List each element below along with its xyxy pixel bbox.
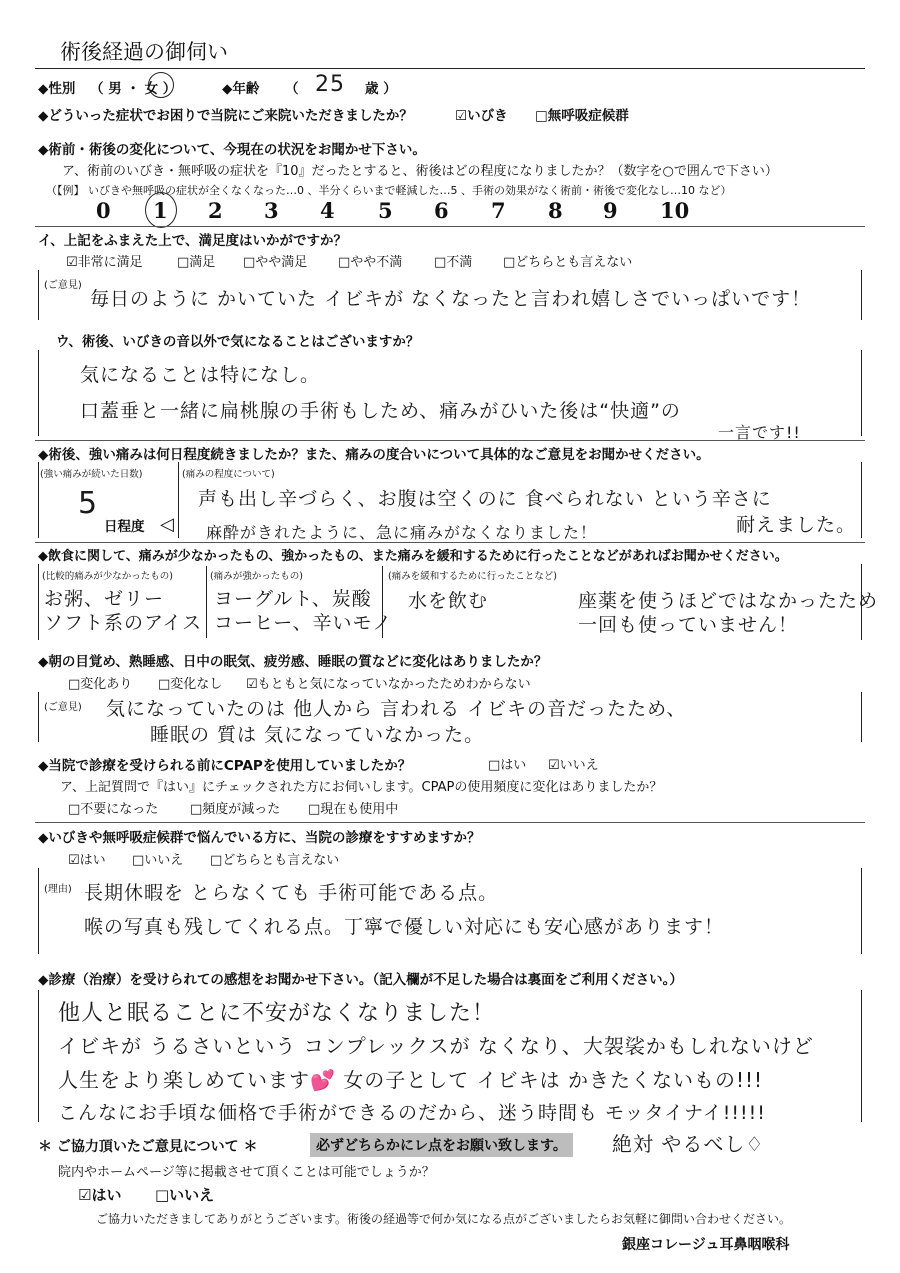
food-less-1[interactable]: お粥、ゼリー [44, 588, 165, 610]
other-line-1[interactable]: 気になることは特になし。 [80, 364, 321, 386]
divider [35, 440, 865, 441]
impression-line-4[interactable]: こんなにお手頃な価格で手術ができるのだから、迷う時間も モッタイナイ!!!!! [58, 1102, 766, 1124]
pain-line-2[interactable]: 麻酔がきれたように、急に痛みがなくなりました！ [206, 523, 598, 542]
scale-3[interactable]: 3 [264, 198, 279, 223]
age-value[interactable]: 25 [315, 72, 345, 97]
cpap-option-1[interactable]: □頻度が減った [190, 802, 281, 817]
divider [35, 226, 865, 227]
food-strong-2[interactable]: コーヒー、辛いモノ [214, 612, 393, 634]
female-circle [148, 72, 174, 98]
food-strong-1[interactable]: ヨーグルト、炭酸 [214, 588, 372, 610]
food-less-label: (比較的痛みが少なかったもの) [42, 571, 173, 582]
scale-9[interactable]: 9 [603, 198, 618, 223]
impression-question: ◆診療（治療）を受けられての感想をお聞かせ下さい。（記入欄が不足した場合は裏面をご利用ください。） [38, 972, 683, 988]
sleep-opinion-label: (ご意見) [44, 702, 82, 713]
pain-degree-label: (痛みの程度について) [182, 469, 275, 480]
age-unit: 歳 ） [365, 81, 397, 97]
consent-label: ＊ ご協力頂いたご意見について ＊ [38, 1139, 258, 1155]
impression-line-3[interactable]: 人生をより楽しめています💕 女の子として イビキは かきたくないもの!!! [58, 1068, 764, 1092]
scale-1[interactable]: 1 [153, 198, 168, 223]
sleep-line-2[interactable]: 睡眠の 質は 気になっていなかった。 [150, 724, 485, 746]
scale-2[interactable]: 2 [208, 198, 223, 223]
food-relief-2[interactable]: 座薬を使うほどではなかったため [578, 590, 879, 612]
recommend-line-1[interactable]: 長期休暇を とらなくても 手術可能である点。 [84, 882, 499, 904]
age-label: ◆年齢 [222, 81, 260, 97]
sleep-option-2[interactable]: ☑もともと気になっていなかったためわからない [246, 677, 531, 692]
recommend-option-0[interactable]: ☑はい [68, 853, 106, 868]
satisfaction-question: イ、上記をふまえた上で、満足度はいかがですか？ [38, 233, 348, 249]
scale-10[interactable]: 10 [660, 198, 690, 223]
symptom-apnea-checkbox[interactable]: □無呼吸症候群 [535, 108, 629, 124]
divider [35, 822, 865, 823]
scale-8[interactable]: 8 [548, 198, 563, 223]
satisfaction-option-1[interactable]: □満足 [177, 255, 216, 270]
other-line-3[interactable]: 一言です!! [718, 423, 801, 442]
scale-6[interactable]: 6 [434, 198, 449, 223]
recommend-option-2[interactable]: □どちらとも言えない [210, 853, 340, 868]
satisfaction-opinion-label: (ご意見) [44, 280, 82, 291]
consent-no-checkbox[interactable]: □いいえ [155, 1186, 215, 1204]
scale-5[interactable]: 5 [378, 198, 393, 223]
food-relief-1[interactable]: 水を飲む [408, 590, 489, 612]
cpap-option-0[interactable]: □不要になった [68, 802, 159, 817]
sleep-question: ◆朝の目覚め、熟睡感、日中の眠気、疲労感、睡眠の質などに変化はありましたか？ [38, 654, 548, 670]
food-question: ◆飲食に関して、痛みが少なかったもの、強かったもの、また痛みを緩和するために行ったことなどがあればお聞かせください。 [38, 549, 788, 564]
satisfaction-option-2[interactable]: □やや満足 [243, 255, 308, 270]
sleep-option-1[interactable]: □変化なし [158, 677, 223, 692]
cpap-no-checkbox[interactable]: ☑いいえ [548, 758, 599, 773]
footer-clinic: 銀座コレージュ耳鼻咽喉科 [622, 1237, 790, 1253]
sleep-option-0[interactable]: □変化あり [68, 677, 133, 692]
change-example: （【例】 いびきや無呼吸の症状が全くなくなった…0 、半分くらいまで軽減した…5 、手術の効果がなく術前・術後で変化なし…10 など） [46, 184, 732, 197]
pain-line-1[interactable]: 声も出し辛づらく、お腹は空くのに 食べられない という辛さに [198, 488, 772, 510]
title-rule [35, 68, 865, 69]
cpap-sub-question: ア、上記質問で『はい』にチェックされた方にお伺いします。CPAPの使用頻度に変化はありましたか？ [60, 780, 663, 795]
recommend-reason-label: (理由) [44, 884, 72, 895]
food-less-2[interactable]: ソフト系のアイス [44, 612, 203, 634]
scale-selected-circle [145, 192, 177, 228]
footer-thanks: ご協力いただきましてありがとうございます。術後の経過等で何か気になる点がございましたらお気軽に御問い合わせください。 [96, 1212, 792, 1226]
food-strong-label: (痛みが強かったもの) [210, 571, 303, 582]
pain-divider [178, 462, 179, 538]
recommend-option-1[interactable]: □いいえ [132, 853, 184, 868]
consent-question: 院内やホームページ等に掲載させて頂くことは可能でしょうか？ [58, 1165, 435, 1180]
page-title: 術後経過の御伺い [60, 40, 228, 64]
recommend-line-2[interactable]: 喉の写真も残してくれる点。丁寧で優しい対応にも安心感があります！ [84, 916, 725, 938]
pain-line-3[interactable]: 耐えました。 [736, 514, 857, 536]
cpap-yes-checkbox[interactable]: □はい [488, 758, 527, 773]
age-open: （ [285, 81, 299, 97]
food-relief-3[interactable]: 一回も使っていません！ [578, 614, 799, 636]
pain-days-label: (強い痛みが続いた日数) [40, 469, 143, 480]
symptom-snoring-checkbox[interactable]: ☑いびき [455, 108, 508, 124]
cpap-question: ◆当院で診療を受けられる前にCPAPを使用していましたか？ [38, 758, 412, 774]
divider [35, 542, 865, 543]
satisfaction-option-5[interactable]: □どちらとも言えない [503, 255, 633, 270]
satisfaction-opinion-text[interactable]: 毎日のように かいていた イビキが なくなったと言われ嬉しさでいっぱいです！ [90, 288, 812, 310]
change-question: ◆術前・術後の変化について、今現在の状況をお聞かせ下さい。 [38, 142, 426, 158]
satisfaction-option-4[interactable]: □不満 [434, 255, 473, 270]
satisfaction-option-3[interactable]: □やや不満 [338, 255, 403, 270]
scale-7[interactable]: 7 [491, 198, 506, 223]
gender-label: ◆性別 [38, 81, 76, 97]
symptom-question: ◆どういった症状でお困りで当院にご来院いただきましたか？ [38, 108, 413, 124]
impression-line-2[interactable]: イビキが うるさいという コンプレックスが なくなり、大袈裟かもしれないけど [58, 1034, 814, 1058]
pain-days-unit: 日程度 [104, 519, 145, 535]
recommend-question: ◆いびきや無呼吸症候群で悩んでいる方に、当院の診療をすすめますか？ [38, 830, 481, 846]
cpap-option-2[interactable]: □現在も使用中 [308, 802, 399, 817]
other-line-2[interactable]: 口蓋垂と一緒に扁桃腺の手術もしため、痛みがひいた後は“快適”の [80, 400, 681, 422]
satisfaction-option-0[interactable]: ☑非常に満足 [66, 255, 143, 270]
food-divider-1 [206, 566, 207, 638]
impression-line-5[interactable]: 絶対 やるべし♢ [612, 1132, 765, 1156]
scale-0[interactable]: 0 [96, 198, 111, 223]
pain-days-value[interactable]: 5 [78, 486, 99, 521]
pain-arrow-icon: ◁ [160, 514, 174, 535]
change-sub-a: ア、術前のいびき・無呼吸の症状を『10』だったとすると、術後はどの程度になりましたか？（数字を○で囲んで下さい） [62, 164, 778, 179]
gender-options[interactable]: （ 男 ・ 女 ） [90, 81, 177, 97]
food-relief-label: (痛みを緩和するために行ったことなど) [388, 571, 557, 582]
impression-line-1[interactable]: 他人と眠ることに不安がなくなりました！ [58, 1001, 496, 1026]
consent-yes-checkbox[interactable]: ☑はい [78, 1186, 122, 1204]
consent-banner: 必ずどちらかにレ点をお願い致します。 [310, 1133, 573, 1157]
sleep-line-1[interactable]: 気になっていたのは 他人から 言われる イビキの音だったため、 [106, 698, 687, 720]
scale-4[interactable]: 4 [320, 198, 335, 223]
pain-question: ◆術後、強い痛みは何日程度続きましたか？また、痛みの度合いについて具体的なご意見をお聞かせください。 [38, 447, 710, 463]
other-question: ウ、術後、いびきの音以外で気になることはございますか？ [56, 334, 420, 350]
